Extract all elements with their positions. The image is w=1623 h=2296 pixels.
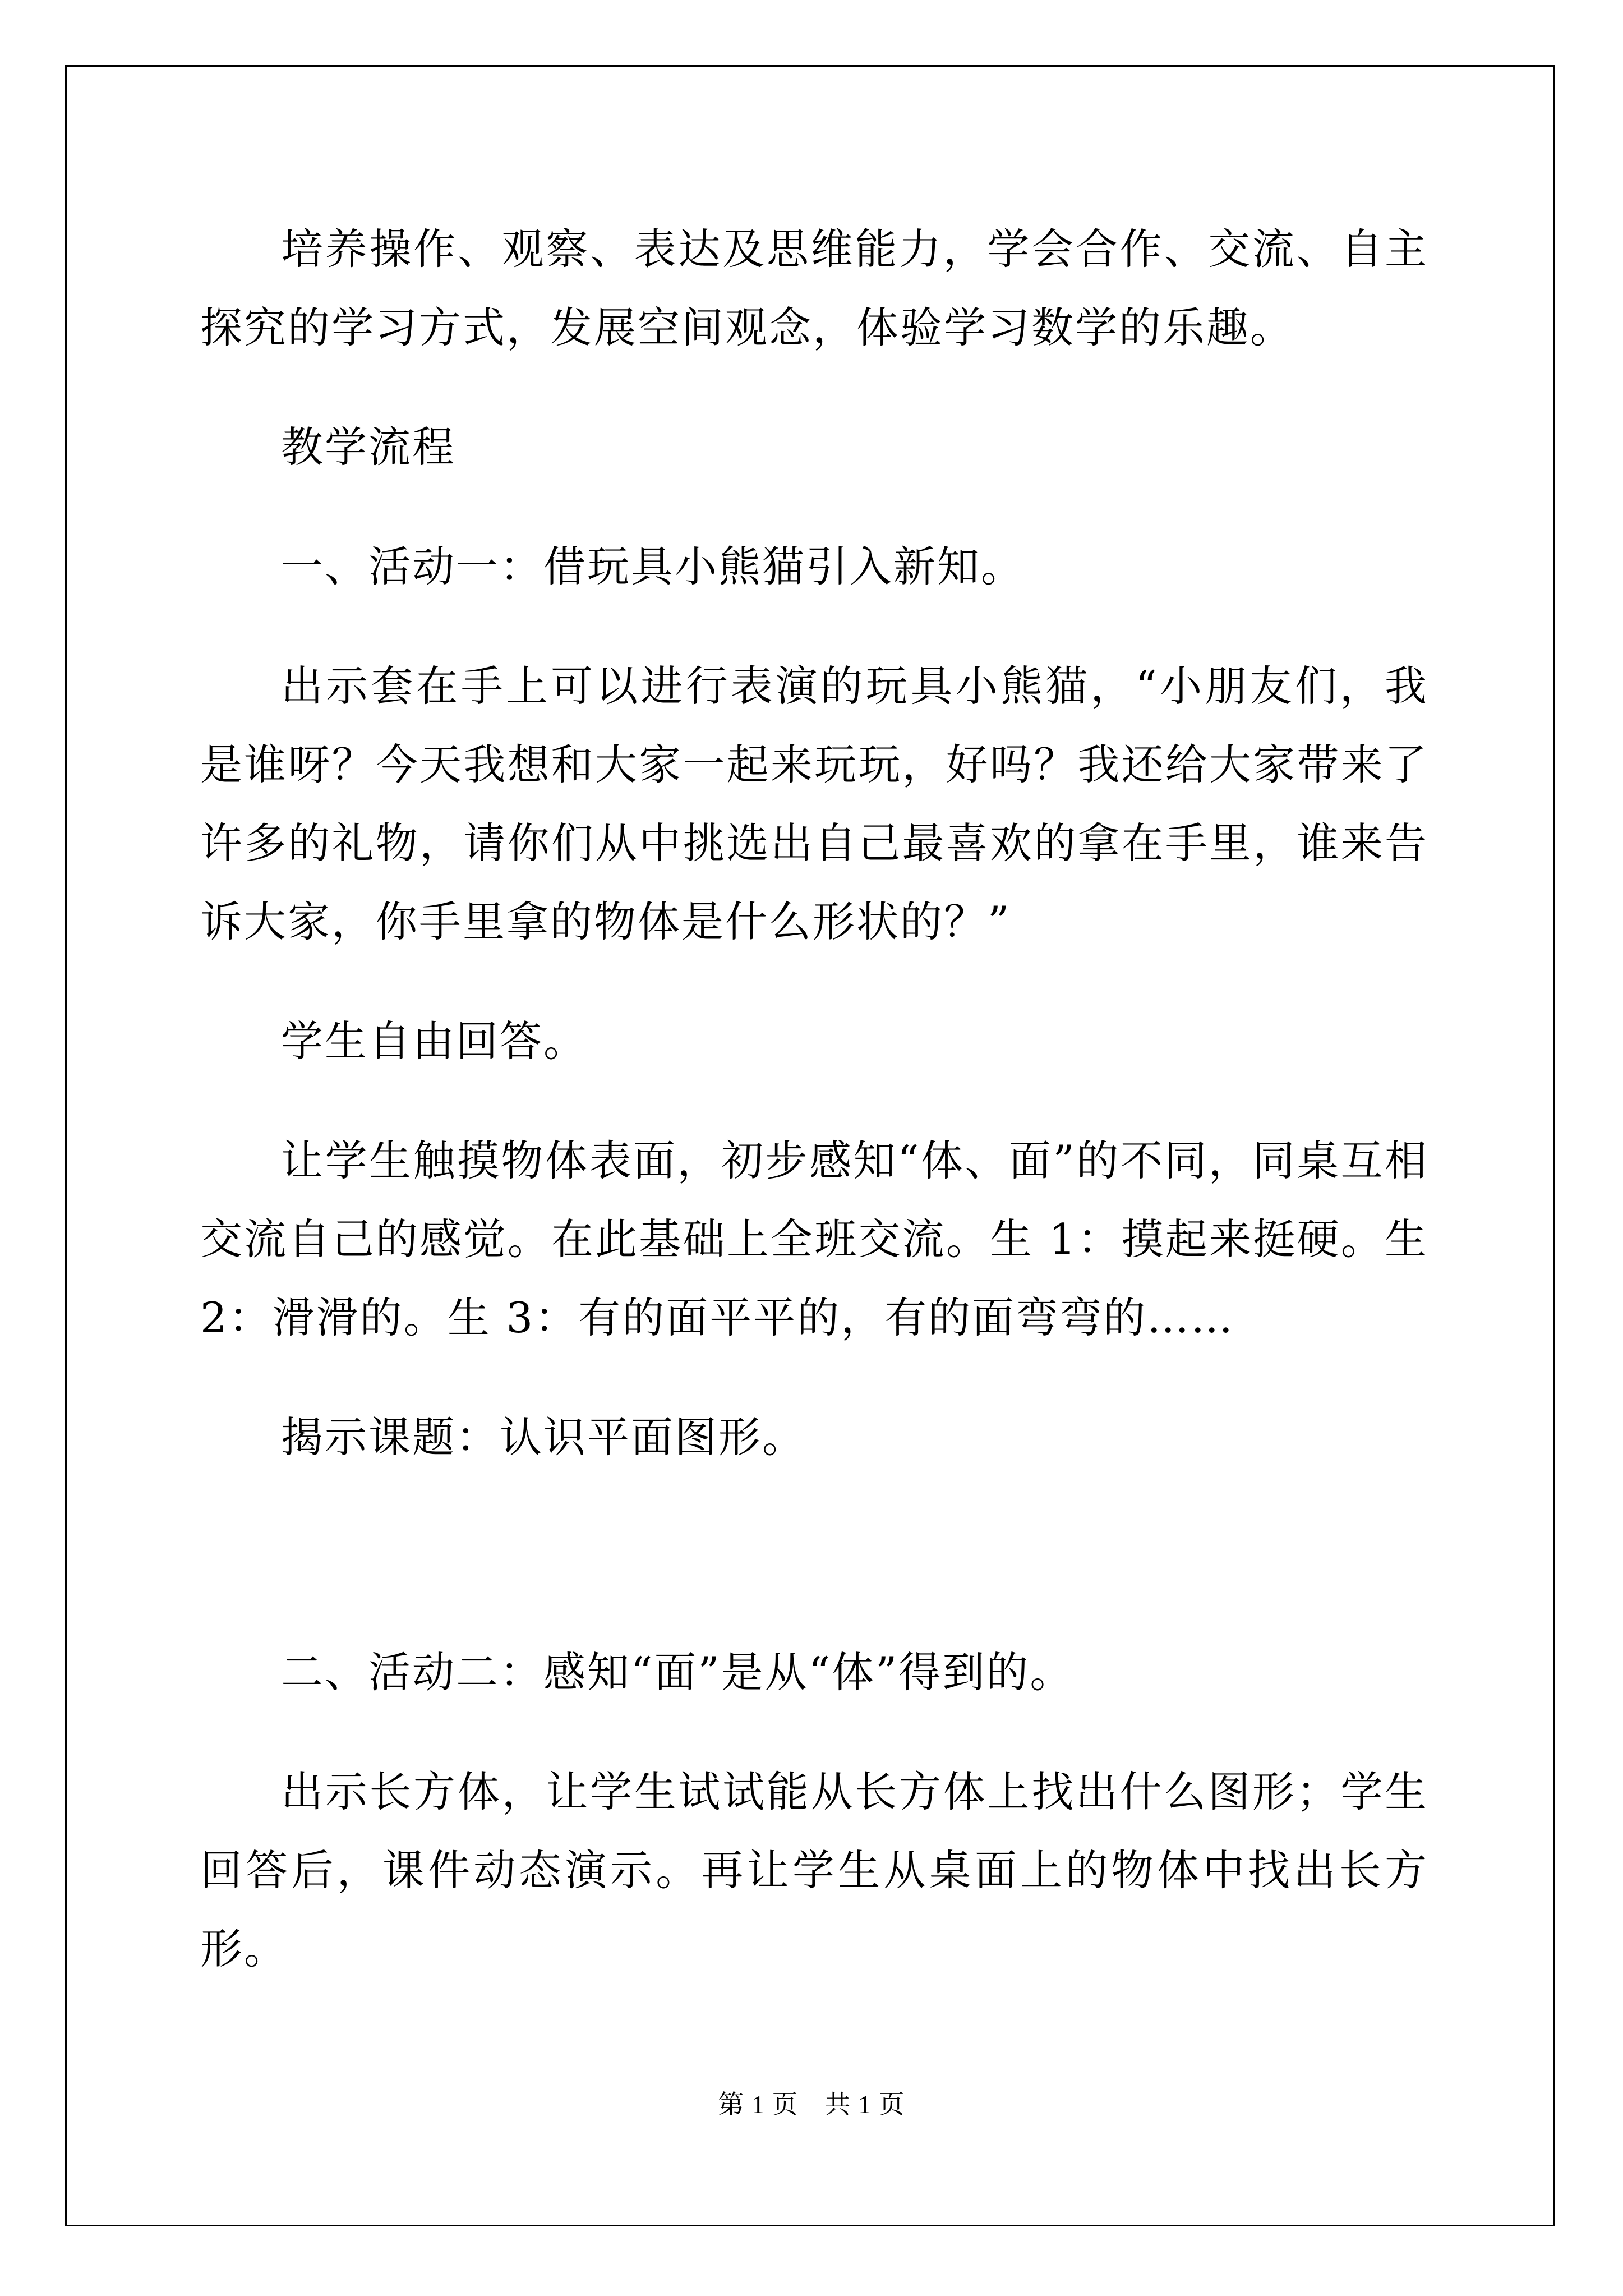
document-body xyxy=(200,210,1428,2029)
paragraph-objectives: 培养操作、观察、表达及思维能力，学会合作、交流、自主探究的学习方式，发展空间观念，体验学习数学的乐趣。 xyxy=(200,224,1428,352)
paragraph-cuboid-demo: 出示长方体，让学生试试能从长方体上找出什么图形；学生回答后，课件动态演示。再让学生从桌面上的物体中找出长方形。 xyxy=(200,1767,1428,1973)
activity-one-heading: 一、活动一：借玩具小熊猫引入新知。 xyxy=(281,542,1025,591)
section-heading-teaching-process: 教学流程 xyxy=(281,422,457,472)
page-number-footer: 第 1 页 共 1 页 xyxy=(718,2090,905,2119)
paragraph-touch-surface: 让学生触摸物体表面，初步感知“体、面”的不同，同桌互相交流自己的感觉。在此基础上全班交流。生 1：摸起来挺硬。生 2：滑滑的。生 3：有的面平平的，有的面弯弯的…… xyxy=(200,1136,1428,1342)
paragraph-panda-intro: 出示套在手上可以进行表演的玩具小熊猫，“小朋友们，我是谁呀？今天我想和大家一起来玩玩，好吗？我还给大家带来了许多的礼物，请你们从中挑选出自己最喜欢的拿在手里，谁来告诉大家，你手里拿的物体是什么形状的？” xyxy=(200,661,1428,946)
paragraph-reveal-topic: 揭示课题：认识平面图形。 xyxy=(281,1412,806,1462)
paragraph-student-answer: 学生自由回答。 xyxy=(281,1016,588,1066)
activity-two-heading: 二、活动二：感知“面”是从“体”得到的。 xyxy=(281,1648,1074,1697)
